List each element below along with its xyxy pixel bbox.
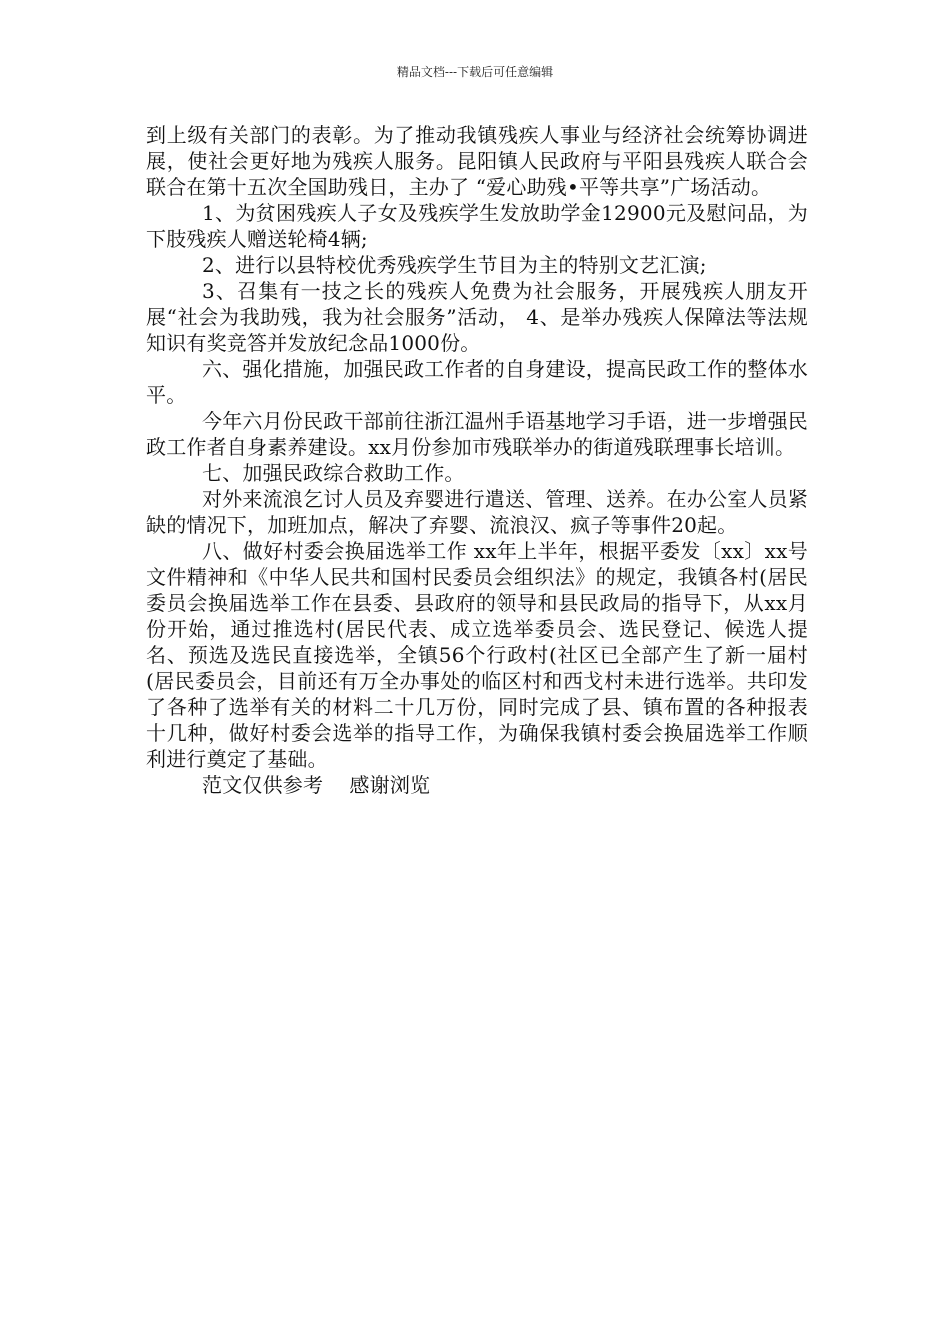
paragraph: 今年六月份民政干部前往浙江温州手语基地学习手语，进一步增强民政工作者自身素养建设。xx月份参加市残联举办的街道残联理事长培训。 — [146, 409, 808, 459]
paragraph: 1、为贫困残疾人子女及残疾学生发放助学金12900元及慰问品，为下肢残疾人赠送轮椅4辆; — [146, 201, 808, 251]
section-heading: 七、加强民政综合救助工作。 — [202, 461, 465, 485]
paragraph: 八、做好村委会换届选举工作 xx年上半年，根据平委发〔xx〕xx号文件精神和《中华人民共和国村民委员会组织法》的规定，我镇各村(居民委员会换届选举工作在县委、县政府的领导和县民政局的指导下，从xx月份开始，通过推选村(居民代表、成立选举委员会、选民登记、候选人提名、预选及选民直接选举，全镇56个行政村(社区已全部产生了新一届村 (居民委员会，目前还有万全办事处的临区村和西戈村未进行选举。共印发了各种了选举有关的材料二十几万份，同时完成了县、镇布置的各种报表十几种，做好村委会选举的指导工作，为确保我镇村委会换届选举工作顺利进行奠定了基础。 — [146, 539, 808, 771]
paragraph: 到上级有关部门的表彰。为了推动我镇残疾人事业与经济社会统筹协调进展，使社会更好地为残疾人服务。昆阳镇人民政府与平阳县残疾人联合会联合在第十五次全国助残日，主办了 “爱心助残•平等共享”广场活动。 — [146, 123, 808, 199]
section-heading: 六、强化措施，加强民政工作者的自身建设，提高民政工作的整体水平。 — [146, 357, 808, 407]
page-header: 精品文档---下载后可任意编辑 — [396, 65, 554, 79]
paragraph: 3、召集有一技之长的残疾人免费为社会服务，开展残疾人朋友开展“社会为我助残，我为社会服务”活动， 4、是举办残疾人保障法等法规知识有奖竞答并发放纪念品1000份。 — [146, 279, 808, 355]
paragraph: 2、进行以县特校优秀残疾学生节目为主的特别文艺汇演; — [202, 253, 707, 277]
document-body — [146, 122, 808, 798]
footer-note: 范文仅供参考 感谢浏览 — [202, 773, 431, 797]
paragraph: 对外来流浪乞讨人员及弃婴进行遣送、管理、送养。在办公室人员紧缺的情况下，加班加点，解决了弃婴、流浪汉、疯子等事件20起。 — [146, 487, 808, 537]
